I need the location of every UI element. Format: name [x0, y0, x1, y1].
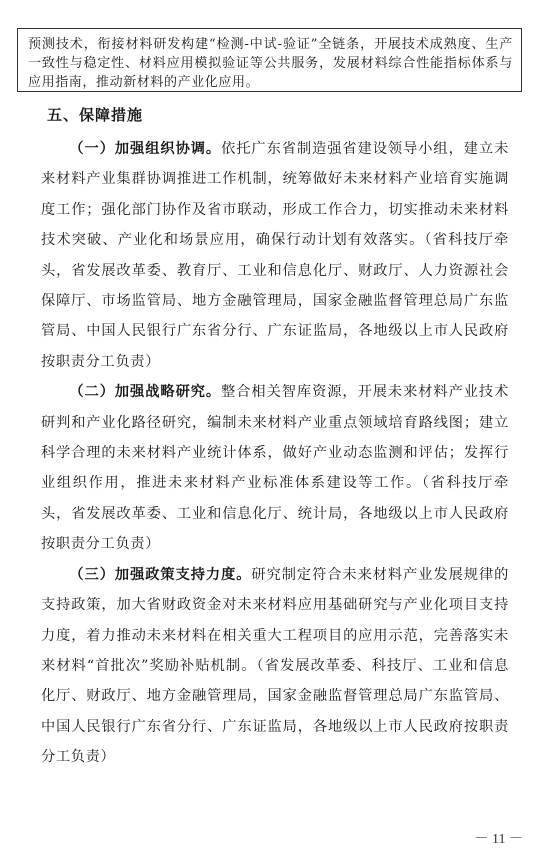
subheading: （二）加强战略研究。: [69, 384, 222, 401]
boxed-text-content: 预测技术，衔接材料研发构建“检测-中试-验证”全链条，开展技术成熟度、生产一致性与稳定性、材料应用模拟验证等公共服务，发展材料综合性能指标体系与应用指南，推动新材料的产业化应用。: [28, 37, 513, 90]
paragraph-organization: [41, 134, 509, 377]
paragraph-text: 研究制定符合未来材料产业发展规律的支持政策，加大省财政资金对未来材料应用基础研究与产业化项目支持力度，着力推动未来材料在相关重大工程项目的应用示范，完善落实未来材料“首批次”奖励补贴机制。（省发展改革委、科技厅、工业和信息化厅、财政厅、地方金融管理局，国家金融监督管理总局广东监管局、中国人民银行广东省分行、广东证监局，各地级以上市人民政府按职责分工负责）: [41, 566, 510, 766]
page-number: － 11 －: [474, 832, 523, 847]
body-text: [41, 134, 509, 773]
boxed-text: [17, 28, 522, 92]
paragraph-text: 整合相关智库资源，开展未来材料产业技术研判和产业化路径研究，编制未来材料产业重点领域培育路线图；建立科学合理的未来材料产业统计体系，做好产业动态监测和评估；发挥行业组织作用，推进未来材料产业标准体系建设等工作。（省科技厅牵头，省发展改革委、工业和信息化厅、统计局，各地级以上市人民政府按职责分工负责）: [41, 384, 509, 553]
section-heading: 五、保障措施: [47, 106, 144, 124]
subheading: （三）加强政策支持力度。: [69, 566, 252, 583]
paragraph-policy: [41, 560, 509, 773]
subheading: （一）加强组织协调。: [69, 141, 222, 157]
paragraph-strategy: [41, 377, 509, 559]
paragraph-text: 依托广东省制造强省建设领导小组，建立未来材料产业集群协调推进工作机制，统筹做好未来材料产业培育实施调度工作；强化部门协作及省市联动，形成工作合力，切实推动未来材料技术突破、产业化和场景应用，确保行动计划有效落实。（省科技厅牵头，省发展改革委、教育厅、工业和信息化厅、财政厅、人力资源社会保障厅、市场监管局、地方金融管理局，国家金融监督管理总局广东监管局、中国人民银行广东省分行、广东证监局，各地级以上市人民政府按职责分工负责）: [41, 141, 509, 370]
